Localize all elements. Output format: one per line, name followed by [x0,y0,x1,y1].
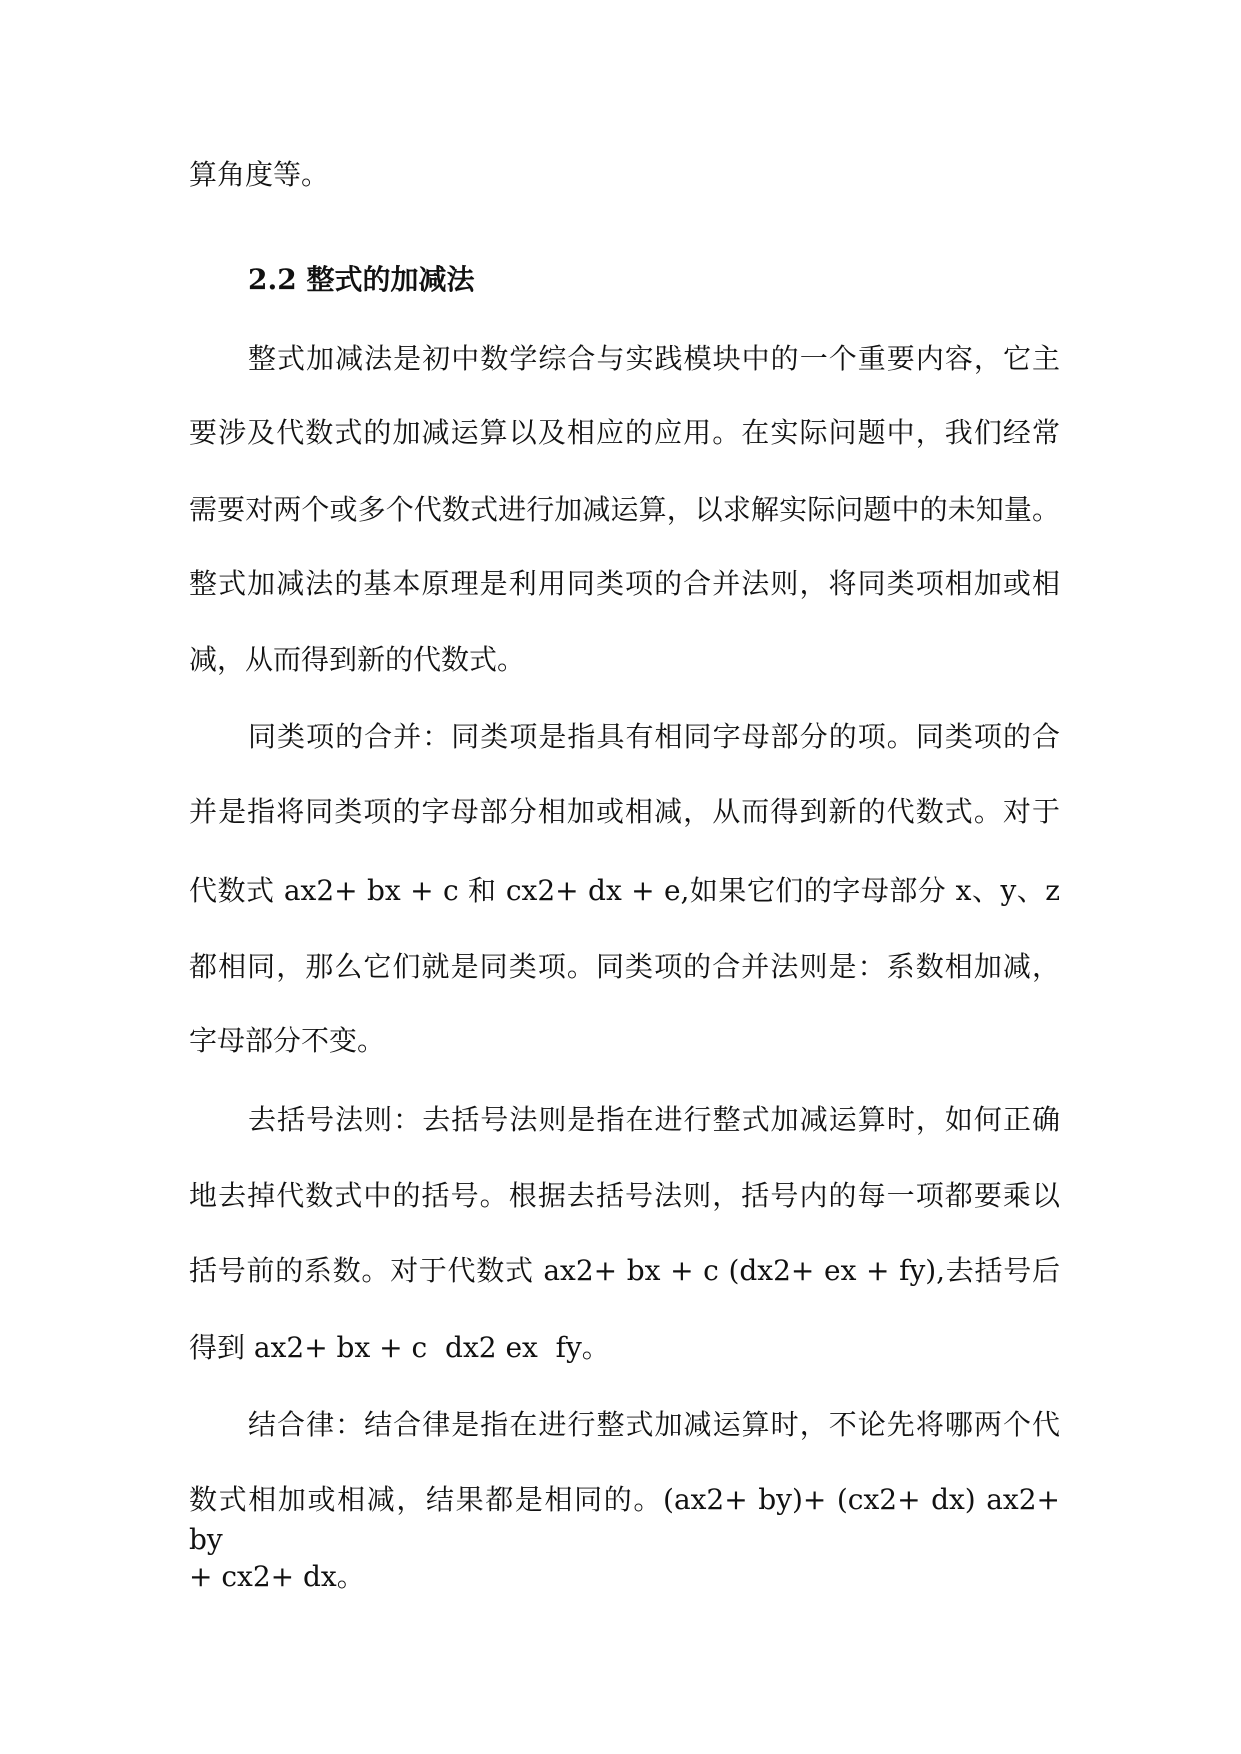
paragraph-line: 结合律：结合律是指在进行整式加减运算时，不论先将哪两个代 [248,1408,1060,1441]
paragraph-line: 数式相加或相减，结果都是相同的。(ax2+ by)+ (cx2+ dx) ax2+ by [189,1483,1061,1556]
paragraph-line: + cx2+ dx。 [189,1560,365,1593]
paragraph-line: 要涉及代数式的加减运算以及相应的应用。在实际问题中，我们经常 [189,416,1060,449]
continuation-text: 算角度等。 [189,158,330,191]
paragraph-line: 字母部分不变。 [189,1024,386,1057]
paragraph-line: 并是指将同类项的字母部分相加或相减，从而得到新的代数式。对于 [189,795,1060,828]
paragraph-line: 得到 ax2+ bx + c dx2 ex fy。 [189,1331,610,1364]
paragraph-line: 同类项的合并：同类项是指具有相同字母部分的项。同类项的合 [248,720,1060,753]
paragraph-line: 减，从而得到新的代数式。 [189,643,526,676]
paragraph-line: 括号前的系数。对于代数式 ax2+ bx + c (dx2+ ex + fy),去括号后 [189,1254,1060,1287]
paragraph-line: 整式加减法是初中数学综合与实践模块中的一个重要内容，它主 [248,342,1060,375]
paragraph-line: 都相同，那么它们就是同类项。同类项的合并法则是：系数相加减， [189,950,1060,983]
paragraph-line: 需要对两个或多个代数式进行加减运算，以求解实际问题中的未知量。 [189,493,1060,526]
paragraph-line: 代数式 ax2+ bx + c 和 cx2+ dx + e,如果它们的字母部分 x、y、z [189,874,1060,907]
paragraph-line: 整式加减法的基本原理是利用同类项的合并法则，将同类项相加或相 [189,567,1060,600]
section-heading: 2.2 整式的加减法 [248,263,475,296]
paragraph-line: 去括号法则：去括号法则是指在进行整式加减运算时，如何正确 [248,1103,1060,1136]
paragraph-line: 地去掉代数式中的括号。根据去括号法则，括号内的每一项都要乘以 [189,1179,1060,1212]
